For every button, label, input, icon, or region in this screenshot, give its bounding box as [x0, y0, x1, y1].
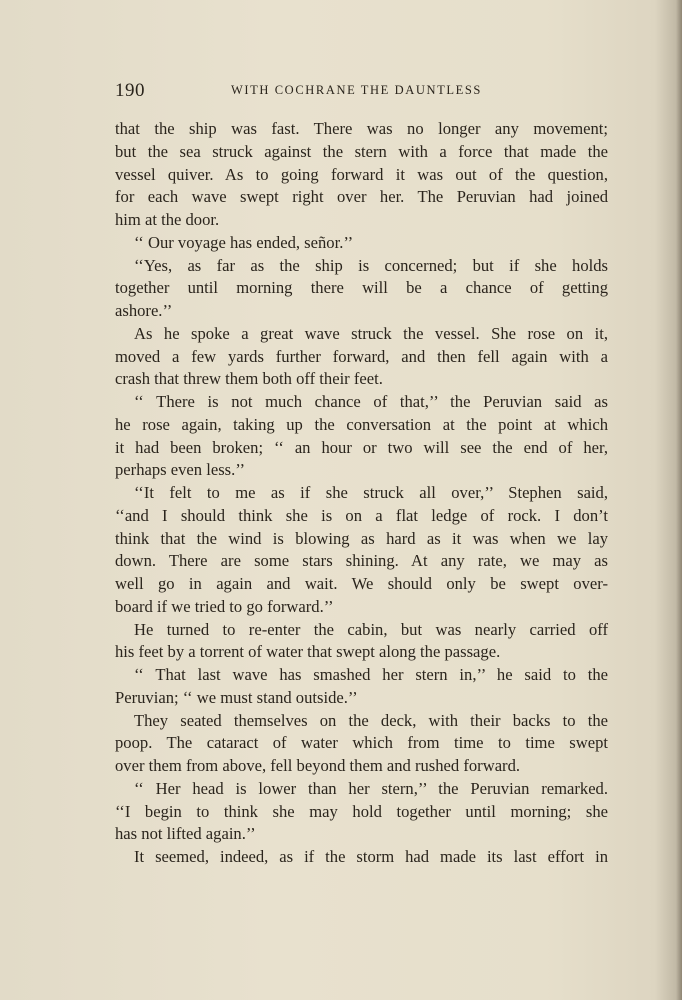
text-line: that the ship was fast. There was no longer any movement;	[115, 119, 608, 138]
text-line: ‘‘ There is not much chance of that,’’ the Peruvian said as	[134, 392, 608, 411]
page-edge-shadow	[676, 0, 682, 1000]
text-line: perhaps even less.’’	[115, 460, 246, 480]
text-line: As he spoke a great wave struck the vessel. She rose on it,	[134, 323, 608, 343]
page-header	[115, 80, 610, 102]
text-line: poop. The cataract of water which from time to time swept	[115, 733, 608, 753]
page-number: 190	[115, 80, 145, 101]
text-line: he rose again, taking up the conversation at the point at which	[115, 414, 608, 434]
text-line: ‘‘Yes, as far as the ship is concerned; but if she holds	[134, 255, 608, 275]
text-line: ‘‘ Her head is lower than her stern,’’ the Peruvian remarked.	[134, 778, 608, 798]
text-line: crash that threw them both off their feet.	[115, 369, 383, 389]
text-line: but the sea struck against the stern with a force that made the	[115, 141, 608, 161]
text-line: Peruvian; ‘‘ we must stand outside.’’	[115, 687, 358, 707]
text-line: it had been broken; ‘‘ an hour or two will see the end of her,	[115, 437, 608, 457]
text-line: moved a few yards further forward, and then fell again with a	[115, 346, 608, 366]
text-line: They seated themselves on the deck, with their backs to the	[134, 710, 608, 730]
text-line: over them from above, fell beyond them and rushed forward.	[115, 756, 521, 775]
text-line: vessel quiver. As to going forward it was out of the question,	[115, 164, 608, 184]
text-line: down. There are some stars shining. At any rate, we may as	[115, 551, 608, 571]
text-line: board if we tried to go forward.’’	[115, 596, 334, 616]
text-line: together until morning there will be a chance of getting	[115, 278, 608, 298]
body-text	[115, 118, 608, 869]
text-line: think that the wind is blowing as hard as it was when we lay	[115, 528, 608, 548]
text-line: ‘‘I begin to think she may hold together until morning; she	[115, 801, 608, 821]
running-title: WITH COCHRANE THE DAUNTLESS	[231, 83, 482, 97]
text-line: has not lifted again.’’	[115, 824, 256, 844]
text-line: ‘‘and I should think she is on a flat ledge of rock. I don’t	[115, 505, 608, 525]
text-line: well go in again and wait. We should only be swept over-	[115, 574, 608, 593]
text-line: for each wave swept right over her. The Peruvian had joined	[115, 187, 608, 207]
text-line: ‘‘ That last wave has smashed her stern in,’’ he said to the	[134, 665, 608, 684]
text-line: ‘‘It felt to me as if she struck all over,’’ Stephen said,	[134, 483, 608, 502]
text-line: him at the door.	[115, 210, 220, 229]
text-line: ashore.’’	[115, 301, 173, 320]
text-line: his feet by a torrent of water that swept along the passage.	[115, 642, 501, 662]
text-line: He turned to re-enter the cabin, but was nearly carried off	[134, 619, 608, 639]
text-line: ‘‘ Our voyage has ended, señor.’’	[134, 232, 354, 252]
text-line: It seemed, indeed, as if the storm had made its last effort in	[134, 847, 608, 866]
